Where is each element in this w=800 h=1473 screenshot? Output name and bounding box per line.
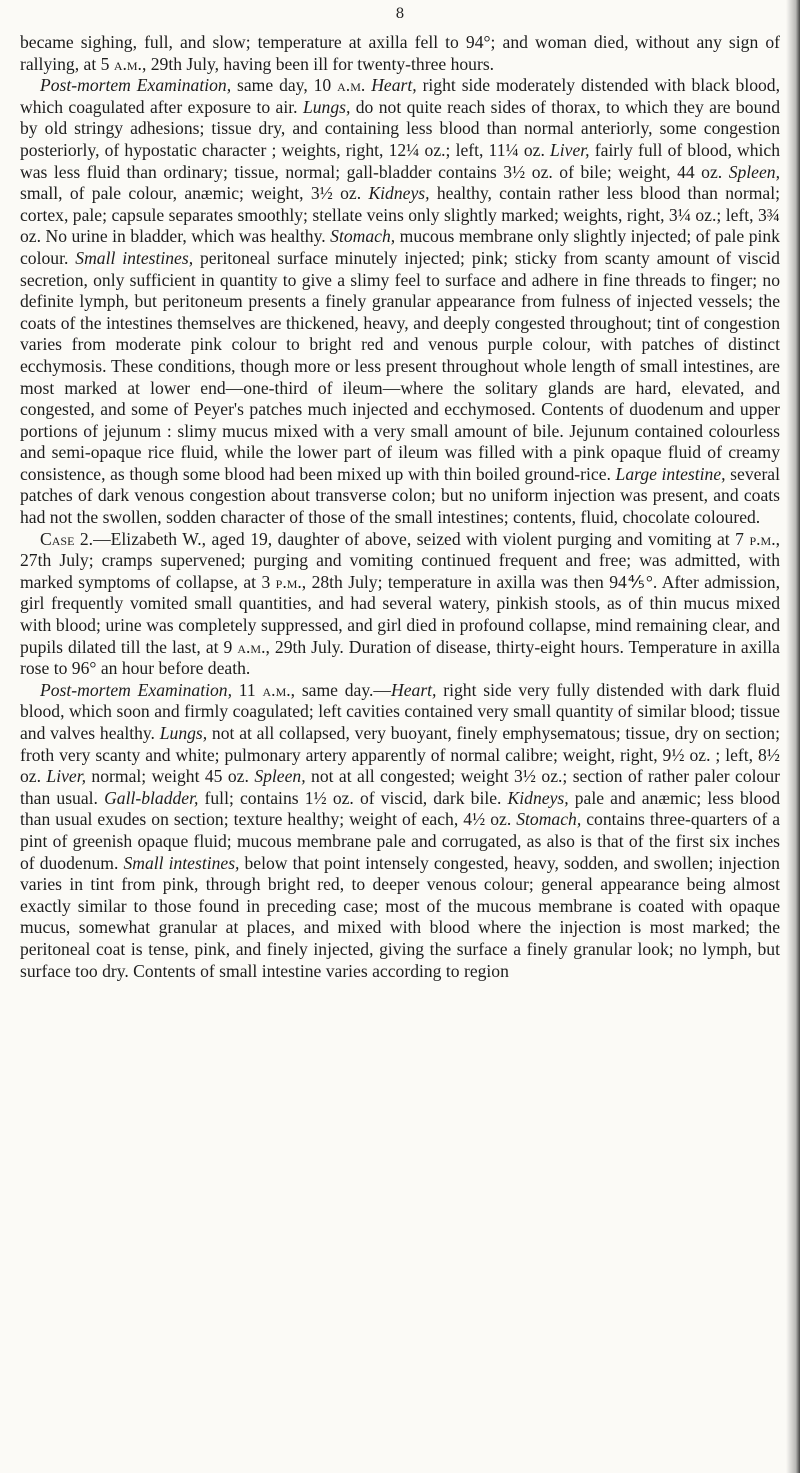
text-run: do not quite reach sides of thorax, to which they are bound by old stringy adhesions; tissue dry, and containing less blood than normal anteriorly, some congestion posteriorly, of hypostatic character ; weights, right, 12¼ oz.; left, 11¼ oz. bbox=[20, 96, 780, 160]
text-run: —Elizabeth W., aged 19, daughter of above, seized with violent purging and vomiting at 7 bbox=[93, 528, 750, 549]
italic-heading: Small intestines, bbox=[75, 247, 194, 268]
text-run: fairly full of blood, which was less fluid than ordinary; tissue, normal; gall-bladder contains 3½ oz. of bile; weight, 44 oz. bbox=[20, 139, 780, 182]
italic-heading: Lungs, bbox=[159, 723, 208, 743]
small-caps-text: a.m. bbox=[237, 636, 266, 657]
text-run: , 29th July, having been ill for twenty-three hours. bbox=[141, 53, 495, 74]
text-run: , 28th July; temperature in axilla was then 94⅘°. After admission, girl frequently vomited small quantities, and had several watery, pinkish stools, as of thin mucus mixed with blood; urine was completely suppressed, and girl died in profound collapse, mind remaining clear, and pupils dilated till the last, at 9 bbox=[20, 571, 780, 657]
small-caps-text: a.m. bbox=[337, 75, 366, 96]
text-run: not at all collapsed, very buoyant, finely emphysematous; tissue, dry on section; froth very scanty and white; pulmonary artery apparently of normal calibre; weight, right, 9½ oz. ; left, 8½ oz. bbox=[20, 723, 780, 787]
italic-heading: Post-mortem Examination, bbox=[40, 75, 232, 96]
text-run: contains three-quarters of a pint of greenish opaque fluid; mucous membrane pale and corrugated, as also is that of the first six inches of duodenum. bbox=[20, 809, 780, 873]
text-run: healthy, contain rather less blood than normal; cortex, pale; capsule separates smoothly; stellate veins only slightly marked; weights, right, 3¼ oz.; left, 3¾ oz. No urine in bladder, which was healthy. bbox=[20, 183, 780, 247]
italic-heading: Stomach, bbox=[516, 809, 582, 830]
small-caps-text: p.m. bbox=[275, 571, 302, 592]
text-run: small, of pale colour, anæmic; weight, 3½ oz. bbox=[20, 183, 369, 204]
text-run: mucous membrane only slightly injected; of pale pink colour. bbox=[20, 226, 780, 268]
text-run: not at all congested; weight 3½ oz.; section of rather paler colour than usual. bbox=[20, 766, 780, 808]
paragraph bbox=[20, 75, 780, 528]
text-run: pale and anæmic; less blood than usual exudes on section; texture healthy; weight of each, 4½ oz. bbox=[20, 787, 781, 830]
italic-heading: Small intestines, bbox=[123, 852, 240, 873]
italic-heading: Spleen, bbox=[254, 766, 306, 787]
text-run: right side moderately distended with black blood, which coagulated after exposure to air. bbox=[20, 75, 780, 117]
body-text bbox=[20, 32, 780, 982]
italic-heading: Liver, bbox=[46, 766, 87, 787]
italic-heading: Post-mortem Examination, bbox=[40, 679, 232, 700]
text-run: several patches of dark venous congestion about transverse colon; but no uniform injection was present, and coats had not the swollen, sodden character of those of the small intestines; contents, fluid, chocolate coloured. bbox=[20, 463, 780, 528]
paragraph bbox=[20, 32, 780, 75]
text-run: , 29th July. Duration of disease, thirty-eight hours. Temperature in axilla rose to 96° an hour before death. bbox=[20, 636, 780, 679]
text-run: normal; weight 45 oz. bbox=[86, 766, 255, 787]
italic-heading: Gall-bladder, bbox=[104, 787, 199, 808]
small-caps-text: a.m. bbox=[113, 53, 142, 74]
italic-heading: Spleen, bbox=[728, 161, 780, 182]
paragraph bbox=[20, 680, 780, 982]
italic-heading: Heart, bbox=[371, 75, 417, 96]
italic-heading: Heart, bbox=[391, 679, 437, 700]
page-edge-shadow bbox=[786, 0, 800, 1473]
italic-heading: Lungs, bbox=[302, 96, 351, 117]
italic-heading: Large intestine, bbox=[615, 463, 726, 484]
text-run: full; contains 1½ oz. of viscid, dark bile. bbox=[198, 787, 508, 808]
text-run: right side very fully distended with dark fluid blood, which soon and firmly coagulated; left cavities contained very small quantity of similar blood; tissue and valves healthy. bbox=[20, 679, 780, 743]
page-number: 8 bbox=[395, 6, 405, 22]
text-run: below that point intensely congested, heavy, sodden, and swollen; injection varies in tint from pink, through bright red, to deeper venous colour; general appearance being almost exactly similar to those found in preceding case; most of the mucous membrane is coated with opaque mucus, somewhat granular at places, and mixed with blood where the injection is most marked; the peritoneal coat is tense, pink, and finely injected, giving the surface a finely granular look; no lymph, but surface too dry. Contents of small intestine varies according to region bbox=[20, 852, 780, 981]
small-caps-text: p.m. bbox=[749, 528, 776, 549]
small-caps-text: Case 2. bbox=[40, 528, 94, 549]
text-run: , 27th July; cramps supervened; purging and vomiting continued frequent and free; was admitted, with marked symptoms of collapse, at 3 bbox=[20, 528, 780, 592]
text-run: , same day.— bbox=[290, 679, 392, 700]
italic-heading: Liver, bbox=[550, 139, 590, 160]
paragraph bbox=[20, 529, 780, 680]
text-run: 11 bbox=[231, 679, 263, 700]
italic-heading: Kidneys, bbox=[507, 787, 569, 808]
text-run: became sighing, full, and slow; temperature at axilla fell to 94°; and woman died, without any sign of rallying, at 5 bbox=[20, 32, 780, 74]
italic-heading: Kidneys, bbox=[368, 183, 430, 204]
small-caps-text: a.m. bbox=[262, 679, 291, 700]
text-run: peritoneal surface minutely injected; pink; sticky from scanty amount of viscid secretion, only sufficient in quantity to give a slimy feel to surface and adhere in fine threads to finger; no definite lymph, but peritoneum presents a finely granular appearance from fulness of injected vessels; the coats of the intestines themselves are thickened, heavy, and deeply congested throughout; tint of congestion varies from moderate pink colour to bright red and venous purple colour, with patches of distinct ecchymosis. These conditions, though more or less present throughout whole length of small intestines, are most marked at lower end—one-third of ileum—where the solitary glands are hard, elevated, and congested, and some of Peyer's patches much injected and ecchymosed. Contents of duodenum and upper portions of jejunum : slimy mucus mixed with a very small amount of bile. Jejunum contained colourless and semi-opaque rice fluid, while the lower part of ileum was filled with a pink opaque fluid of creamy consistence, as though some blood had been mixed up with thin boiled ground-rice. bbox=[20, 247, 780, 484]
text-run: same day, 10 bbox=[231, 75, 338, 96]
italic-heading: Stomach, bbox=[330, 226, 396, 247]
